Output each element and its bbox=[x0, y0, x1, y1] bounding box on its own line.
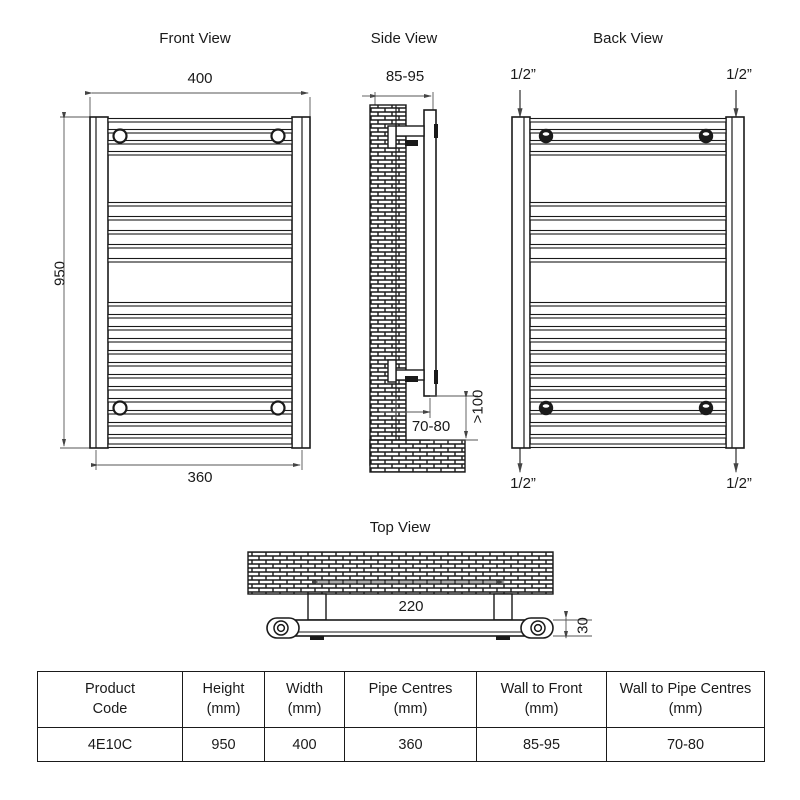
specification-table bbox=[37, 671, 765, 762]
front-bracket-markers bbox=[114, 130, 285, 415]
header-width: Width (mm) bbox=[265, 672, 345, 728]
front-width-dimension-label: 400 bbox=[187, 70, 213, 87]
front-rails bbox=[108, 119, 292, 448]
back-bracket-bottom-left bbox=[540, 402, 553, 415]
table-header-row bbox=[38, 672, 765, 728]
back-connection-bottom-left-label: 1/2” bbox=[510, 475, 536, 492]
top-wall bbox=[248, 552, 553, 594]
side-valve-cap-top bbox=[434, 124, 438, 138]
header-wall-to-front: Wall to Front (mm) bbox=[477, 672, 607, 728]
back-bracket-markers bbox=[540, 130, 713, 415]
back-connection-bottom-right-label: 1/2” bbox=[726, 475, 752, 492]
top-foot-left bbox=[310, 636, 324, 640]
front-bracket-top-right bbox=[272, 130, 285, 143]
table-row bbox=[38, 728, 765, 762]
header-pipe-centres: Pipe Centres (mm) bbox=[345, 672, 477, 728]
back-rails bbox=[530, 119, 726, 448]
cell-height: 950 bbox=[183, 728, 265, 762]
back-bracket-bottom-right bbox=[700, 402, 713, 415]
top-bracket-centres-dimension-label: 220 bbox=[398, 598, 424, 615]
header-height: Height (mm) bbox=[183, 672, 265, 728]
top-view-drawing bbox=[248, 552, 592, 640]
cell-pipe-centres: 360 bbox=[345, 728, 477, 762]
back-left-manifold bbox=[512, 117, 530, 448]
top-depth-dimension-label: 30 bbox=[574, 617, 592, 634]
front-right-manifold bbox=[292, 117, 310, 448]
side-valve-cap-bottom bbox=[434, 370, 438, 384]
cell-wall-to-front: 85-95 bbox=[477, 728, 607, 762]
side-floor-clearance-dimension-label: >100 bbox=[469, 389, 487, 424]
side-wall bbox=[370, 105, 406, 465]
top-view-title: Top View bbox=[369, 519, 431, 536]
cell-width: 400 bbox=[265, 728, 345, 762]
back-view-drawing bbox=[512, 90, 744, 472]
side-radiator-body bbox=[424, 110, 436, 396]
front-bracket-top-left bbox=[114, 130, 127, 143]
back-bracket-top-left bbox=[540, 130, 553, 143]
front-pipe-centres-dimension bbox=[96, 450, 302, 470]
cell-wall-to-pipe-centres: 70-80 bbox=[607, 728, 765, 762]
top-end-cap-right bbox=[521, 618, 553, 638]
header-wall-to-pipe-centres: Wall to Pipe Centres (mm) bbox=[607, 672, 765, 728]
front-left-manifold bbox=[90, 117, 108, 448]
back-view-title: Back View bbox=[593, 30, 663, 47]
back-connection-top-left-label: 1/2” bbox=[510, 66, 536, 83]
side-view-drawing bbox=[362, 92, 478, 472]
front-bracket-bottom-right bbox=[272, 402, 285, 415]
front-pipe-centres-dimension-label: 360 bbox=[187, 469, 213, 486]
top-end-cap-left bbox=[267, 618, 299, 638]
front-view-drawing bbox=[60, 93, 310, 470]
back-connection-top-right-label: 1/2” bbox=[726, 66, 752, 83]
front-view-title: Front View bbox=[159, 30, 231, 47]
back-bracket-top-right bbox=[700, 130, 713, 143]
top-radiator-body bbox=[288, 620, 533, 636]
side-wall-to-pipe-dimension-label: 70-80 bbox=[411, 418, 451, 435]
front-bracket-bottom-left bbox=[114, 402, 127, 415]
side-view-title: Side View bbox=[370, 30, 438, 47]
side-floor bbox=[370, 440, 465, 472]
header-product-code: Product Code bbox=[38, 672, 183, 728]
front-height-dimension-label: 950 bbox=[51, 260, 69, 287]
side-wall-to-front-dimension-label: 85-95 bbox=[385, 68, 425, 85]
cell-product-code: 4E10C bbox=[38, 728, 183, 762]
back-right-manifold bbox=[726, 117, 744, 448]
top-foot-right bbox=[496, 636, 510, 640]
